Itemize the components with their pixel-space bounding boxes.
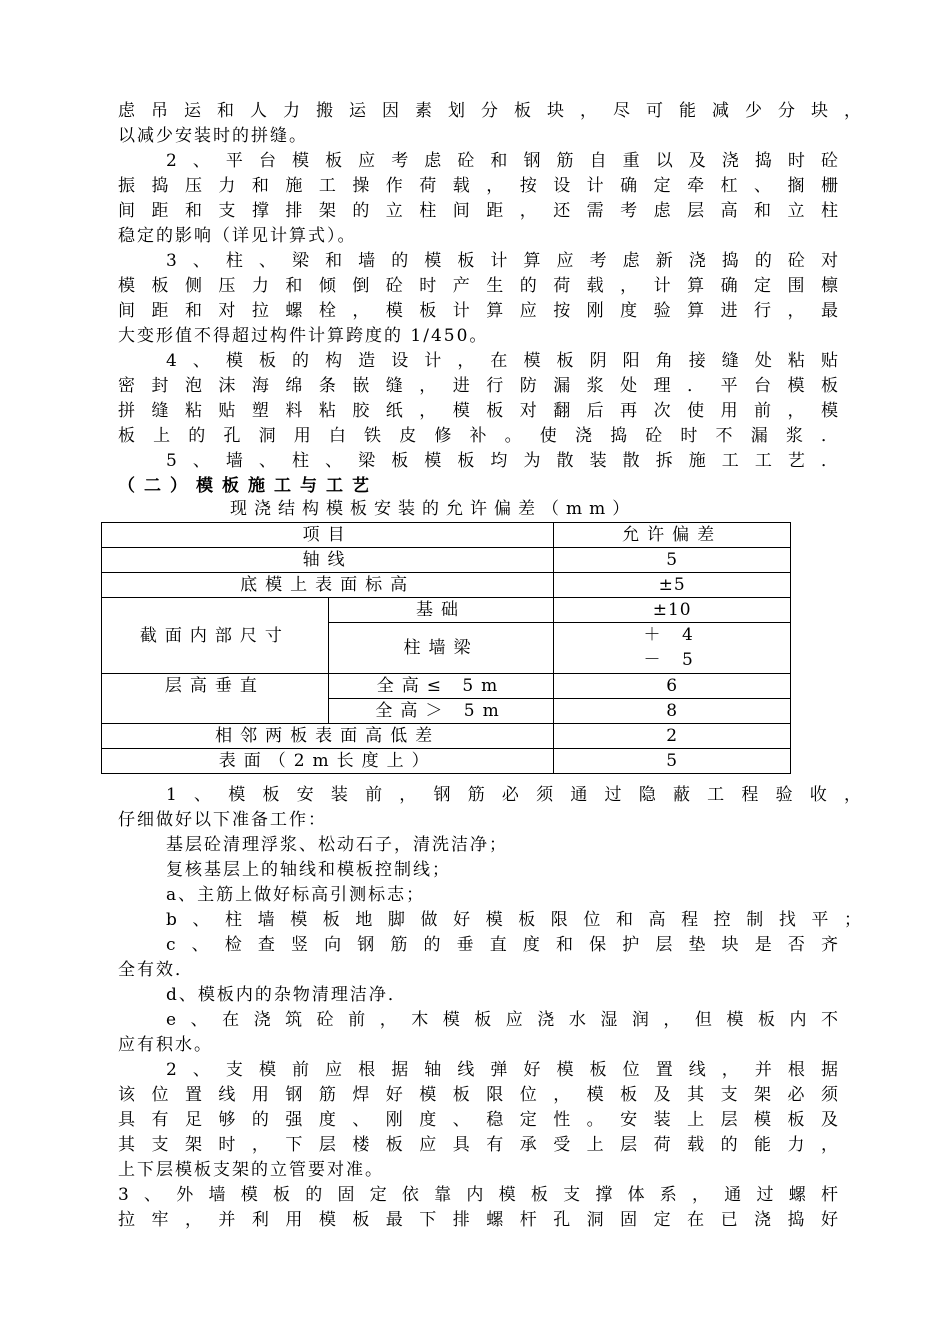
bottom-elevation-value-cell: ±5 — [554, 573, 791, 598]
foundation-value-cell: ±10 — [554, 598, 791, 623]
paragraph-line: e、在浇筑砼前，木模板应浇水湿润，但模板内不 — [166, 1010, 840, 1030]
paragraph-line: 3、柱、梁和墙的模板计算应考虑新浇捣的砼对 — [166, 251, 840, 271]
paragraph-line: 应有积水。 — [118, 1035, 213, 1055]
paragraph-line: a、主筋上做好标高引测标志； — [166, 885, 426, 905]
paragraph-line: 该位置线用钢筋焊好模板限位，模板及其支架必须 — [118, 1085, 840, 1105]
table-row — [102, 749, 791, 774]
paragraph-line: 上下层模板支架的立管要对准。 — [118, 1160, 384, 1180]
paragraph-line: 1、模板安装前，钢筋必须通过隐蔽工程验收， — [166, 785, 863, 805]
table-row — [102, 724, 791, 749]
section-size-cell: 截面内部尺寸 — [102, 598, 329, 674]
table-row — [102, 548, 791, 573]
axis-value-cell: 5 — [554, 548, 791, 573]
paragraph-line: 大变形值不得超过构件计算跨度的 1/450。 — [118, 326, 489, 346]
foundation-cell: 基础 — [328, 598, 554, 623]
table-row — [102, 523, 791, 548]
paragraph-line: 复核基层上的轴线和模板控制线； — [166, 860, 451, 880]
adjacent-diff-cell: 相邻两板表面高低差 — [102, 724, 554, 749]
header-item-cell: 项目 — [102, 523, 554, 548]
paragraph-line: 其支架时，下层楼板应具有承受上层荷载的能力， — [118, 1135, 840, 1155]
storey-vertical-cell: 层高垂直 — [102, 674, 329, 724]
paragraph-line: 虑吊运和人力搬运因素划分板块，尽可能减少分块， — [118, 101, 863, 121]
full-height-gt-value-cell: 8 — [554, 699, 791, 724]
paragraph-line: 拉牢，并利用模板最下排螺杆孔洞固定在已浇捣好 — [118, 1210, 840, 1230]
paragraph-line: 全有效． — [118, 960, 194, 980]
table-caption: 现浇结构模板安装的允许偏差（mm） — [230, 499, 637, 519]
paragraph-line: 仔细做好以下准备工作： — [118, 810, 327, 830]
paragraph-line: d、模板内的杂物清理洁净． — [166, 985, 407, 1005]
column-wall-beam-cell: 柱墙梁 — [328, 623, 554, 674]
paragraph-line: 模板侧压力和倾倒砼时产生的荷载，计算确定围檩 — [118, 276, 840, 296]
paragraph-line: 4、模板的构造设计，在模板阴阳角接缝处粘贴 — [166, 351, 840, 371]
column-value-cell — [554, 623, 791, 674]
paragraph-line: 3、外墙模板的固定依靠内模板支撑体系，通过螺杆 — [118, 1185, 840, 1205]
table-row — [102, 598, 791, 623]
paragraph-line: 拼缝粘贴塑料粘胶纸，模板对翻后再次使用前，模 — [118, 401, 840, 421]
table-row — [102, 573, 791, 598]
tolerance-table — [101, 522, 791, 774]
paragraph-line: b、柱墙模板地脚做好模板限位和高程控制找平； — [166, 910, 863, 930]
paragraph-line: 基层砼清理浮浆、松动石子，清洗洁净； — [166, 835, 508, 855]
paragraph-line: 具有足够的强度、刚度、稳定性。安装上层模板及 — [118, 1110, 840, 1130]
paragraph-line: 稳定的影响（详见计算式）。 — [118, 226, 357, 246]
paragraph-line: 2、平台模板应考虑砼和钢筋自重以及浇捣时砼 — [166, 151, 840, 171]
paragraph-line: 振捣压力和施工操作荷载，按设计确定牵杠、搁栅 — [118, 176, 840, 196]
paragraph-line: 以减少安装时的拼缝。 — [118, 126, 308, 146]
column-value-plus: ＋ 4 — [643, 625, 701, 645]
header-tolerance-cell: 允许偏差 — [554, 523, 791, 548]
paragraph-line: c、检查竖向钢筋的垂直度和保护层垫块是否齐 — [166, 935, 840, 955]
surface-value-cell: 5 — [554, 749, 791, 774]
surface-cell: 表面（2m长度上） — [102, 749, 554, 774]
full-height-gt-cell: 全高＞ 5m — [328, 699, 554, 724]
paragraph-line: 2、支模前应根据轴线弹好模板位置线，并根据 — [166, 1060, 840, 1080]
paragraph-line: 间距和对拉螺栓，模板计算应按刚度验算进行，最 — [118, 301, 840, 321]
section-heading: （二）模板施工与工艺 — [118, 476, 378, 496]
full-height-le-value-cell: 6 — [554, 674, 791, 699]
column-value-minus: － 5 — [643, 650, 701, 670]
paragraph-line: 密封泡沫海绵条嵌缝，进行防漏浆处理．平台模板 — [118, 376, 840, 396]
table-row — [102, 674, 791, 699]
paragraph-line: 间距和支撑排架的立柱间距，还需考虑层高和立柱 — [118, 201, 840, 221]
adjacent-diff-value-cell: 2 — [554, 724, 791, 749]
bottom-elevation-cell: 底模上表面标高 — [102, 573, 554, 598]
paragraph-line: 板上的孔洞用白铁皮修补。使浇捣砼时不漏浆． — [118, 426, 840, 446]
axis-cell: 轴线 — [102, 548, 554, 573]
paragraph-line: 5、墙、柱、梁板模板均为散装散拆施工工艺． — [166, 451, 840, 471]
full-height-le-cell: 全高≤ 5m — [328, 674, 554, 699]
